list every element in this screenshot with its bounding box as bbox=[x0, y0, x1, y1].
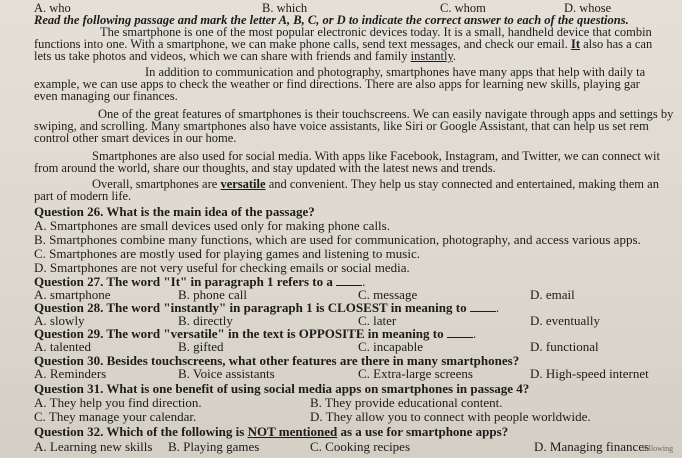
word-instantly-underlined: instantly bbox=[410, 49, 453, 63]
p1-line-2-end: also has a can bbox=[580, 37, 653, 51]
q28-stem: Question 28. The word "instantly" in paragraph 1 is CLOSEST in meaning to bbox=[34, 300, 467, 315]
word-versatile-underlined: versatile bbox=[220, 177, 266, 191]
q32-stem-end: as a use for smartphone apps? bbox=[337, 424, 509, 439]
p3-line-2: swiping, and scrolling. Many smartphones also have voice assistants, like Siri or Google Assistant, that can help us set rem bbox=[34, 119, 649, 133]
q30-option-a[interactable]: A. Reminders bbox=[34, 366, 107, 381]
q30-option-d[interactable]: D. High-speed internet bbox=[530, 366, 649, 381]
q27-option-b[interactable]: B. phone call bbox=[178, 287, 247, 302]
q31-option-c[interactable]: C. They manage your calendar. bbox=[34, 409, 197, 424]
q26-option-c[interactable]: C. Smartphones are mostly used for playing games and listening to music. bbox=[34, 246, 420, 261]
q32-options bbox=[34, 440, 682, 456]
q31-option-a[interactable]: A. They help you find direction. bbox=[34, 395, 202, 410]
p4-line-1: Smartphones are also used for social media. With apps like Facebook, Instagram, and Twitter, we can connect wit bbox=[92, 149, 660, 163]
p1-line-3 bbox=[34, 50, 456, 63]
p5-line-1-text: Overall, smartphones are bbox=[92, 177, 221, 191]
q31-options-row-2 bbox=[34, 410, 664, 424]
p1-line-1: The smartphone is one of the most popular electronic devices today. It is a small, handheld device that combin bbox=[100, 25, 652, 39]
q32-option-a[interactable]: A. Learning new skills bbox=[34, 439, 153, 454]
q25-option-b[interactable]: B. which bbox=[262, 1, 308, 15]
p3-line-1: One of the great features of smartphones is their touchscreens. We can easily navigate through apps and settings by bbox=[98, 107, 674, 121]
p5-line-1 bbox=[92, 178, 659, 191]
q28-stem-end: . bbox=[495, 300, 500, 315]
q29-option-c[interactable]: C. incapable bbox=[358, 339, 423, 354]
q28-option-c[interactable]: C. later bbox=[358, 313, 397, 328]
not-mentioned-underlined: NOT mentioned bbox=[247, 424, 338, 439]
q30-option-c[interactable]: C. Extra-large screens bbox=[358, 366, 473, 381]
q27-stem: Question 27. The word "It" in paragraph 1 refers to a bbox=[34, 274, 333, 289]
p2-line-3: even managing our finances. bbox=[34, 89, 178, 103]
q29-stem: Question 29. The word "versatile" in the text is OPPOSITE in meaning to bbox=[34, 326, 444, 341]
answer-blank bbox=[336, 276, 362, 286]
q26-option-d[interactable]: D. Smartphones are not very useful for checking emails or social media. bbox=[34, 260, 410, 275]
q27-option-d[interactable]: D. email bbox=[530, 287, 575, 302]
q27-option-a[interactable]: A. smartphone bbox=[34, 287, 111, 302]
next-line-fragment: following bbox=[642, 444, 674, 453]
q26-option-a[interactable]: A. Smartphones are small devices used only for making phone calls. bbox=[34, 218, 390, 233]
q29-option-d[interactable]: D. functional bbox=[530, 339, 599, 354]
q28-option-b[interactable]: B. directly bbox=[178, 313, 233, 328]
p2-line-1: In addition to communication and photography, smartphones have many apps that help with daily ta bbox=[145, 65, 646, 79]
answer-blank bbox=[470, 302, 496, 312]
p2-line-2: example, we can use apps to check the weather or find directions. There are also apps for learning new skills, playing gar bbox=[34, 77, 640, 91]
q31-stem: Question 31. What is one benefit of using social media apps on smartphones in passage 4? bbox=[34, 381, 530, 396]
q30-stem: Question 30. Besides touchscreens, what other features are there in many smartphones? bbox=[34, 353, 520, 368]
p1-line-3-text: lets us take photos and videos, which we can share with friends and family bbox=[34, 49, 411, 63]
q31-options-row-1 bbox=[34, 396, 664, 410]
q32-option-d[interactable]: D. Managing finances bbox=[534, 439, 650, 454]
q26-stem: Question 26. What is the main idea of the passage? bbox=[34, 204, 315, 219]
q27-option-c[interactable]: C. message bbox=[358, 287, 418, 302]
q28-option-a[interactable]: A. slowly bbox=[34, 313, 85, 328]
q26-option-b[interactable]: B. Smartphones combine many functions, which are used for communication, photography, and access various apps. bbox=[34, 232, 641, 247]
q30-option-b[interactable]: B. Voice assistants bbox=[178, 366, 275, 381]
answer-blank bbox=[447, 328, 473, 338]
q32-option-c[interactable]: C. Cooking recipes bbox=[310, 439, 411, 454]
q31-option-b[interactable]: B. They provide educational content. bbox=[310, 395, 503, 410]
q27-stem-end: . bbox=[362, 274, 366, 289]
p3-line-3: control other smart devices in our home. bbox=[34, 131, 237, 145]
p1-line-2-text: functions into one. With a smartphone, we can make phone calls, send text messages, and check our email. bbox=[34, 37, 568, 51]
q29-stem-end: . bbox=[472, 326, 477, 341]
p5-line-2: part of modern life. bbox=[34, 189, 132, 203]
p1-line-3-end: . bbox=[452, 49, 457, 63]
q25-option-a[interactable]: A. who bbox=[34, 1, 71, 15]
q32-stem bbox=[34, 425, 508, 438]
pronoun-it-underlined: It bbox=[570, 37, 580, 51]
q25-option-d[interactable]: D. whose bbox=[564, 1, 612, 15]
instruction: Read the following passage and mark the letter A, B, C, or D to indicate the correct answer to each of the questions. bbox=[34, 13, 629, 27]
q29-option-a[interactable]: A. talented bbox=[34, 339, 92, 354]
q32-stem-text: Question 32. Which of the following is bbox=[34, 424, 248, 439]
q28-stem-line bbox=[34, 301, 499, 314]
q32-option-b[interactable]: B. Playing games bbox=[168, 439, 260, 454]
q30-options bbox=[34, 367, 664, 381]
q29-option-b[interactable]: B. gifted bbox=[178, 339, 224, 354]
q28-option-d[interactable]: D. eventually bbox=[530, 313, 601, 328]
q29-options bbox=[34, 340, 654, 354]
p4-line-2: from around the world, share our thoughts, and stay updated with the latest news and trends. bbox=[34, 161, 496, 175]
q31-option-d[interactable]: D. They allow you to connect with people worldwide. bbox=[310, 409, 591, 424]
q25-option-c[interactable]: C. whom bbox=[440, 1, 486, 15]
p5-line-1-end: and convenient. They help us stay connected and entertained, making them an bbox=[265, 177, 659, 191]
